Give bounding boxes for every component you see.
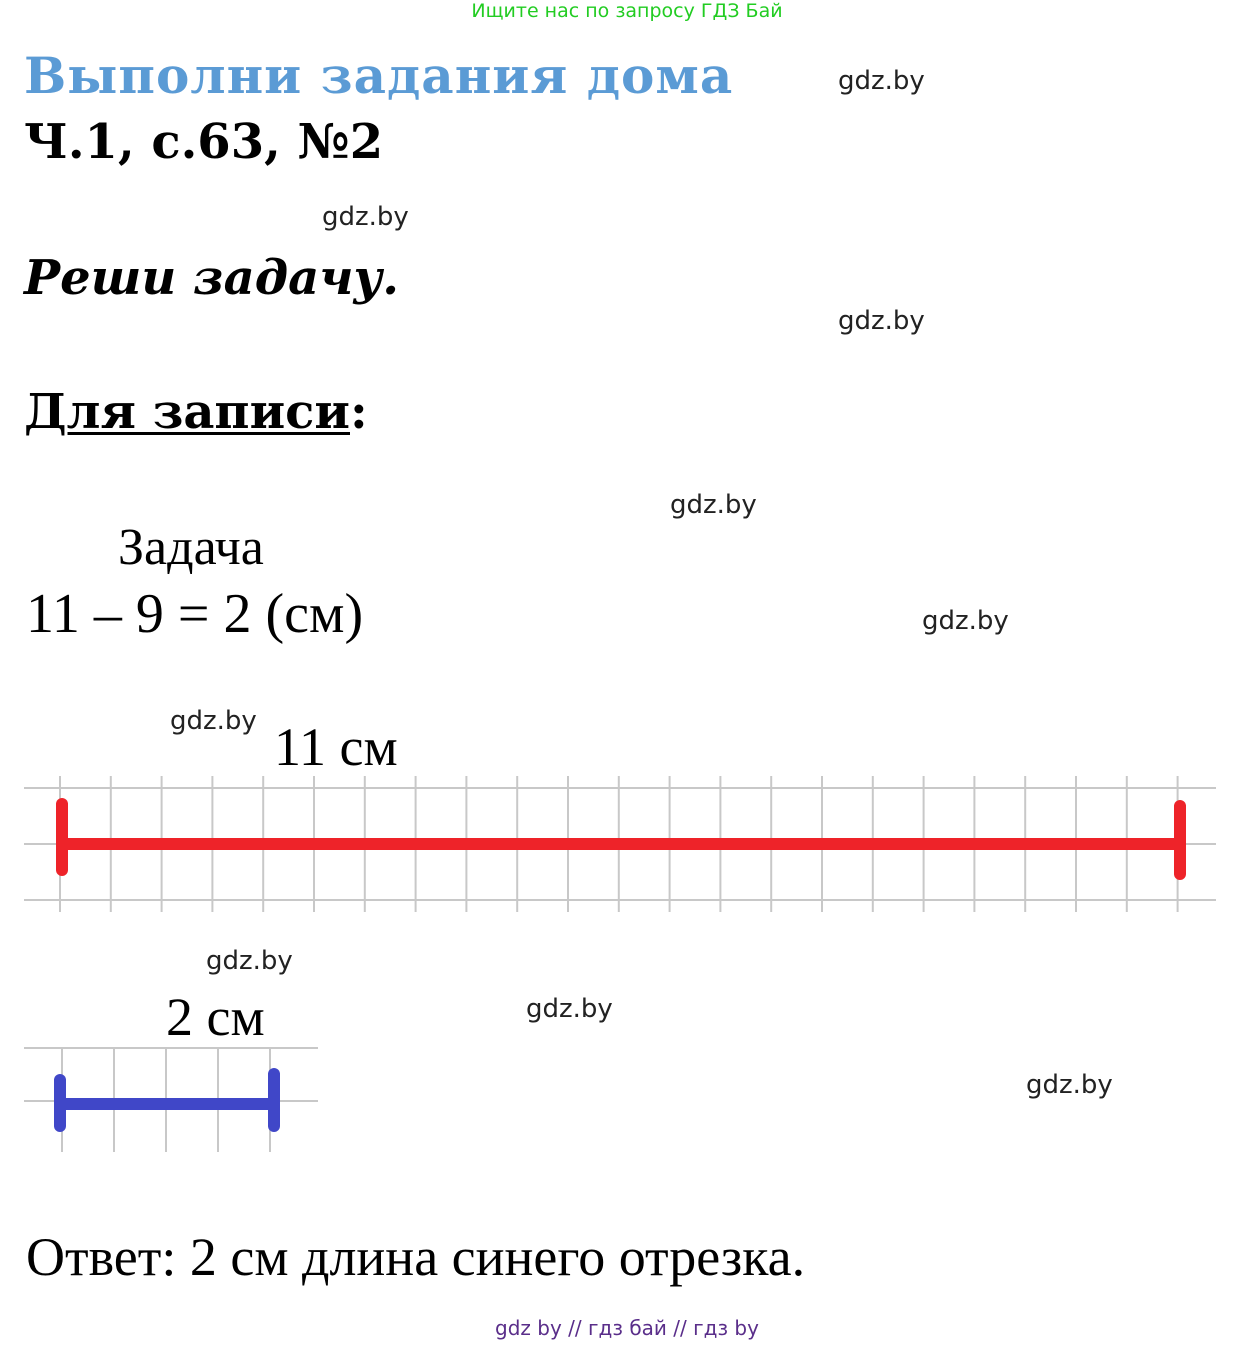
task-heading: Задача (118, 519, 264, 576)
watermark: gdz.by (322, 202, 409, 232)
segment-label-blue: 2 см (166, 987, 265, 1047)
watermark: gdz.by (170, 706, 257, 736)
section-title: Выполни задания дома (24, 46, 734, 105)
answer-text: Ответ: 2 см длина синего отрезка. (26, 1227, 806, 1287)
watermark: gdz.by (526, 994, 613, 1024)
watermark: gdz.by (838, 306, 925, 336)
for-record-colon: : (350, 384, 368, 440)
instruction: Реши задачу. (24, 250, 399, 306)
watermark: gdz.by (838, 66, 925, 96)
for-record-heading (24, 384, 368, 440)
search-hint-link[interactable]: Ищите нас по запросу ГДЗ Бай (471, 0, 783, 22)
watermark: gdz.by (922, 606, 1009, 636)
segment-label-red: 11 см (274, 717, 398, 777)
blue-segment-figure (24, 1046, 318, 1156)
watermark: gdz.by (1026, 1070, 1113, 1100)
task-equation: 11 – 9 = 2 (см) (26, 583, 364, 645)
watermark: gdz.by (206, 946, 293, 976)
red-segment-figure (24, 776, 1216, 916)
for-record-label: Для записи (24, 384, 350, 440)
exercise-reference: Ч.1, с.63, №2 (24, 114, 384, 170)
footer-links[interactable]: gdz by // гдз бай // гдз by (495, 1316, 759, 1340)
watermark: gdz.by (670, 490, 757, 520)
